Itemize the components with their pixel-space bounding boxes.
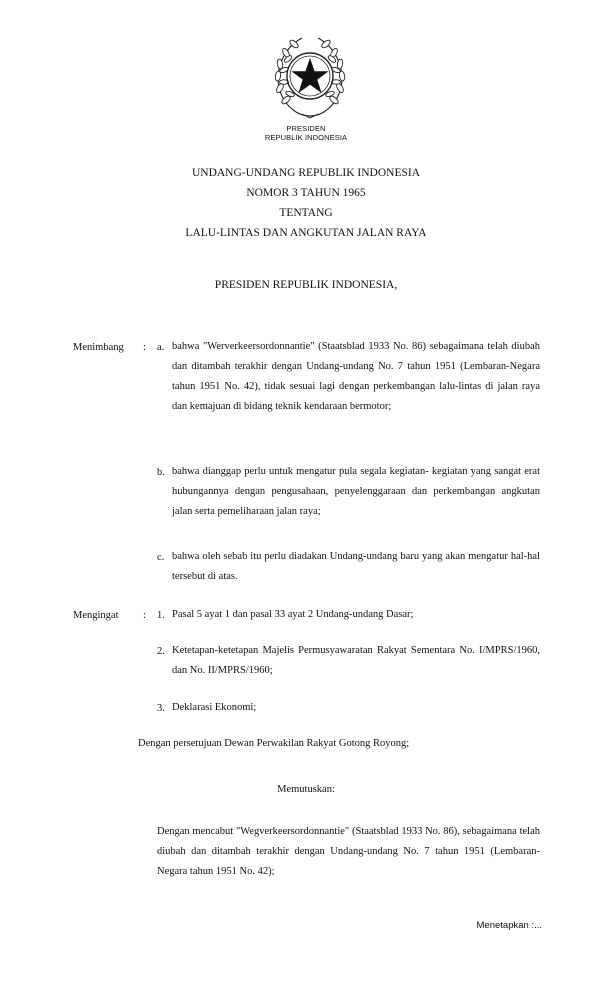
mengingat-item-3-mark: 3.	[157, 703, 165, 714]
continuation-footer: Menetapkan :...	[476, 920, 542, 931]
mengingat-label: Mengingat	[73, 610, 119, 621]
seal-caption-line1: PRESIDEN	[286, 124, 326, 133]
mengingat-item-2-text: Ketetapan-ketetapan Majelis Permusyawaratan Rakyat Sementara No. I/MPRS/1960, dan No. II/MPRS/1960;	[172, 645, 540, 676]
mengingat-item-1-text: Pasal 5 ayat 1 dan pasal 33 ayat 2 Undang-undang Dasar;	[172, 609, 414, 620]
memutuskan-heading: Memutuskan:	[277, 784, 335, 795]
seal-caption-line2: REPUBLIK INDONESIA	[264, 133, 348, 142]
menimbang-item-b-mark: b.	[157, 467, 165, 478]
mengingat-colon: :	[143, 610, 146, 621]
document-title-line3: TENTANG	[279, 207, 333, 219]
document-title-line2: NOMOR 3 TAHUN 1965	[246, 187, 366, 199]
document-title-line4: LALU-LINTAS DAN ANGKUTAN JALAN RAYA	[185, 227, 427, 239]
menimbang-item-c-mark: c.	[157, 552, 165, 563]
menimbang-item-a-text: bahwa "Werverkeersordonnantie" (Staatsblad 1933 No. 86) sebagaimana telah diubah dan ditambah terakhir dengan Undang-undang No. 7 tahun 1951 (Lembaran-Negara tahun 1951 No. 42), tidak sesuai lagi dengan perkembangan lalu-lintas di jalan raya dan kemajuan di bidang teknik kendaraan bermotor;	[172, 341, 540, 412]
garuda-seal-emblem	[266, 30, 354, 122]
mengingat-item-1-mark: 1.	[157, 610, 165, 621]
menimbang-item-c-text: bahwa oleh sebab itu perlu diadakan Undang-undang baru yang akan mengatur hal-hal tersebut di atas.	[172, 551, 540, 582]
mengingat-item-3-text: Deklarasi Ekonomi;	[172, 702, 257, 713]
mengingat-item-2-mark: 2.	[157, 646, 165, 657]
persetujuan-text: Dengan persetujuan Dewan Perwakilan Rakyat Gotong Royong;	[138, 738, 410, 749]
document-title-line1: UNDANG-UNDANG REPUBLIK INDONESIA	[191, 167, 421, 179]
menimbang-colon: :	[143, 342, 146, 353]
menimbang-item-a-mark: a.	[157, 342, 165, 353]
pencabutan-paragraph: Dengan mencabut "Wegverkeersordonnantie" (Staatsblad 1933 No. 86), sebagaimana telah diubah dan ditambah terakhir dengan Undang-undang No. 7 tahun 1951 (Lembaran-Negara tahun 1951 No. 42);	[157, 826, 540, 877]
menimbang-item-b-text: bahwa dianggap perlu untuk mengatur pula segala kegiatan- kegiatan yang sangat erat hubungannya dengan pengusahaan, penyelenggaraan dan perkembangan angkutan jalan serta pemeliharaan jalan raya;	[172, 466, 540, 517]
menimbang-label: Menimbang	[73, 342, 124, 353]
president-heading: PRESIDEN REPUBLIK INDONESIA,	[214, 279, 398, 291]
